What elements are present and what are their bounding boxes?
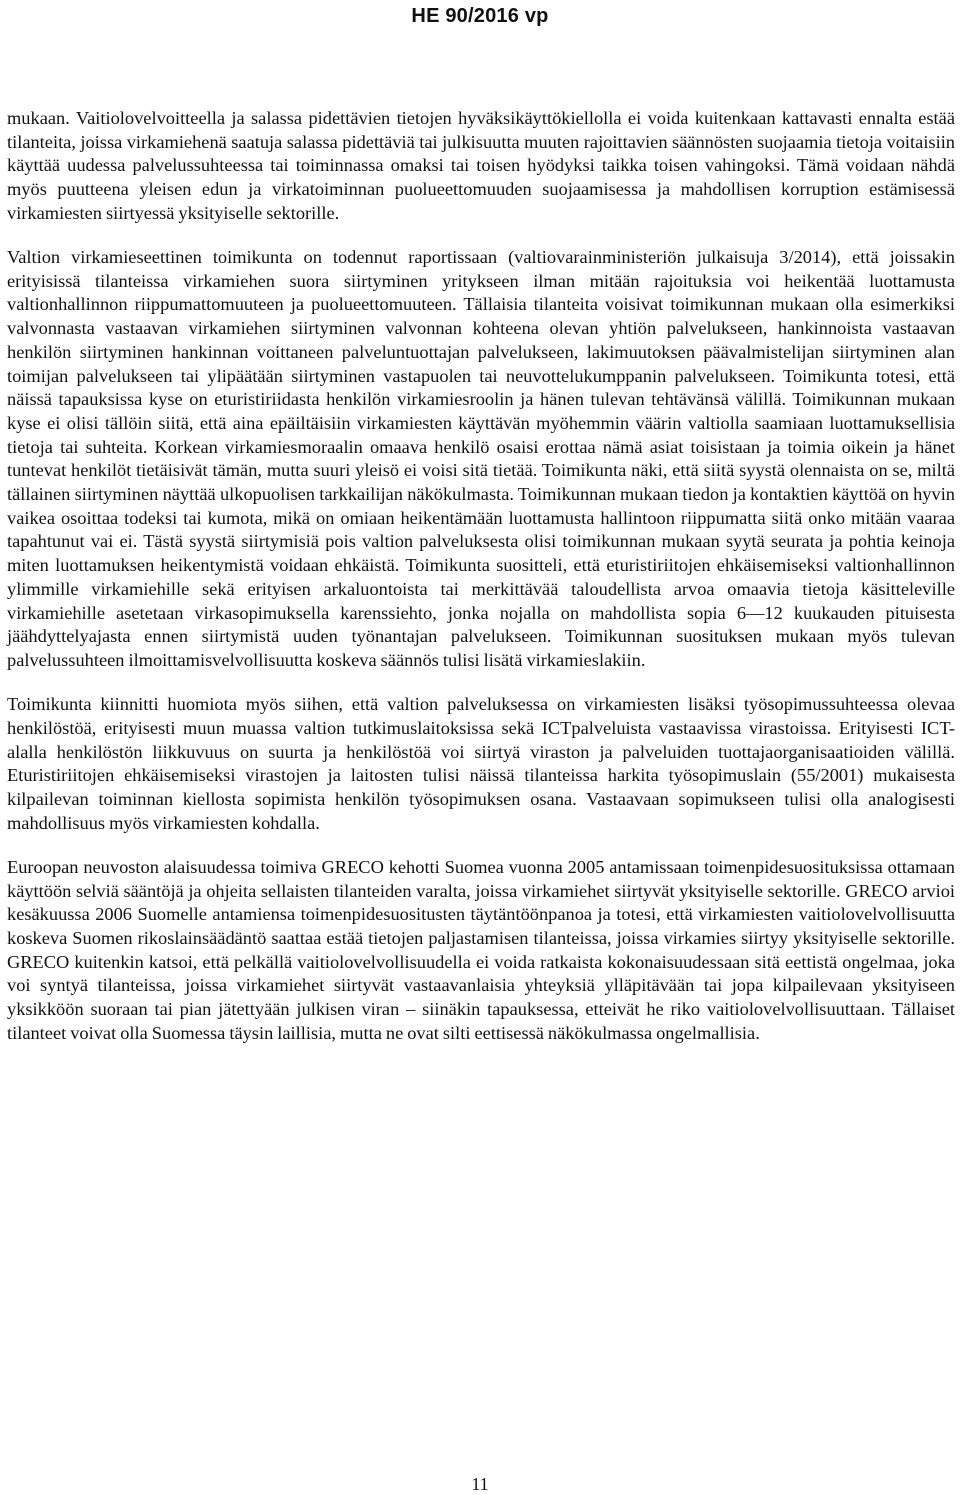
document-header: HE 90/2016 vp <box>411 5 549 27</box>
paragraph: mukaan. Vaitiolovelvoitteella ja salassa pidettävien tietojen hyväksikäyttökiellolla ei voida kuitenkaan kattavasti ennalta estää tilanteita, joissa virkamiehenä saatuja salassa pidettäviä tai julkisuutta muuten rajoittavien säännösten suojaamia tietoja voitaisiin käyttää uudessa palvelussuhteessa tai toiminnassa omaksi tai toisen hyödyksi taikka toisen vahingoksi. Tämä voidaan nähdä myös puutteena yleisen edun ja virkatoiminnan puolueettomuuden suojaamisessa ja mahdollisen korruption estämisessä virkamiesten siirtyessä yksityiselle sektorille. <box>7 108 955 223</box>
page-number: 11 <box>471 1474 489 1494</box>
paragraph: Euroopan neuvoston alaisuudessa toimiva GRECO kehotti Suomea vuonna 2005 antamissaan toimenpidesuosituksissa ottamaan käyttöön selviä sääntöjä ja ohjeita sellaisten tilanteiden varalta, joissa virkamiehet siirtyvät yksityiselle sektorille. GRECO arvioi kesäkuussa 2006 Suomelle antamiensa toimenpidesuositusten täytäntöönpanoa ja totesi, että virkamiesten vaitiolovelvollisuutta koskeva Suomen rikoslainsäädäntö saattaa estää tietojen paljastamisen tilanteissa, joissa virkamies siirtyy yksityiselle sektorille. GRECO kuitenkin katsoi, että pelkällä vaitiolovelvollisuudella ei voida ratkaista kokonaisuudessaan sitä eettistä ongelmaa, joka voi syntyä tilanteissa, joissa virkamiehet siirtyvät vastaavanlaisia yhteyksiä ylläpitävään tai jopa kilpailevaan yksityiseen yksikköön suoraan tai pian jätettyään julkisen viran – siinäkin tapauksessa, etteivät he riko vaitiolovelvollisuuttaan. Tällaiset tilanteet voivat olla Suomessa täysin laillisia, mutta ne ovat silti eettisessä näkökulmassa ongelmallisia. <box>7 856 955 1043</box>
document-body <box>7 107 955 1066</box>
paragraph: Toimikunta kiinnitti huomiota myös siihen, että valtion palveluksessa on virkamiesten lisäksi työsopimussuhteessa olevaa henkilöstöä, erityisesti muun muassa valtion tutkimuslaitoksissa sekä ICTpalveluista vastaavissa virastoissa. Erityisesti ICT-alalla henkilöstön liikkuvuus on suurta ja henkilöstöä voi siirtyä viraston ja palveluiden tuottajaorganisaatioiden välillä. Eturistiriitojen ehkäisemiseksi virastojen ja laitosten tulisi näissä tilanteissa harkita työsopimuslain (55/2001) mukaisesta kilpailevan toiminnan kiellosta sopimista henkilön työsopimuksen osana. Vastaavaan sopimukseen tulisi olla analogisesti mahdollisuus myös virkamiesten kohdalla. <box>7 694 955 833</box>
paragraph: Valtion virkamieseettinen toimikunta on todennut raportissaan (valtiovarainministeriön julkaisuja 3/2014), että joissakin erityisissä tilanteissa virkamiehen suora siirtyminen yritykseen ilman mitään rajoituksia voi heikentää luottamusta valtionhallinnon riippumattomuuteen ja puolueettomuuteen. Tällaisia tilanteita voisivat toimikunnan mukaan olla esimerkiksi valvonnasta vastaavan virkamiehen siirtyminen valvonnan kohteena olevan yhtiön palvelukseen, hankinnoista vastaavan henkilön siirtyminen hankinnan voittaneen palveluntuottajan palvelukseen, lakimuutoksen päävalmistelijan siirtyminen alan toimijan palvelukseen tai ylipäätään siirtyminen vastapuolen tai neuvottelukumppanin palvelukseen. Toimikunta totesi, että näissä tapauksissa kyse on eturistiriidasta henkilön virkamiesroolin ja hänen tulevan tehtävänsä välillä. Toimikunnan mukaan kyse ei olisi tällöin siitä, että aina epäiltäisiin virkamiesten käyttävän myöhemmin väärin valtiolla saamiaan luottamuksellisia tietoja tai suhteita. Korkean virkamiesmoraalin omaava henkilö osaisi erottaa nämä asiat toisistaan ja toimia oikein ja hänet tuntevat henkilöt tietäisivät tämän, mutta suuri yleisö ei voisi sitä tietää. Toimikunta näki, että siitä syystä olennaista on se, miltä tällainen siirtyminen näyttää ulkopuolisen tarkkailijan näkökulmasta. Toimikunnan mukaan tiedon ja kontaktien käyttöä on hyvin vaikea osoittaa todeksi tai kumota, mikä on omiaan heikentämään luottamusta hallintoon riippumatta siitä onko mitään vaaraa tapahtunut vai ei. Tästä syystä siirtymisiä pois valtion palveluksesta olisi toimikunnan mukaan syytä seurata ja pohtia keinoja miten luottamuksen heikentymistä voidaan ehkäistä. Toimikunta suositteli, että eturistiriitojen ehkäisemiseksi valtionhallinnon ylimmille virkamiehille sekä erityisen arkaluontoista tai merkittävää taloudellista arvoa omaavia tietoja käsitteleville virkamiehille asetetaan virkasopimuksella karenssiehto, jonka nojalla on mahdollista sopia 6—12 kuukauden pituisesta jäähdyttelyajasta ennen siirtymistä uuden työnantajan palvelukseen. Toimikunnan suosituksen mukaan myös tulevan palvelussuhteen ilmoittamisvelvollisuutta koskeva säännös tulisi lisätä virkamieslakiin. <box>7 247 955 670</box>
